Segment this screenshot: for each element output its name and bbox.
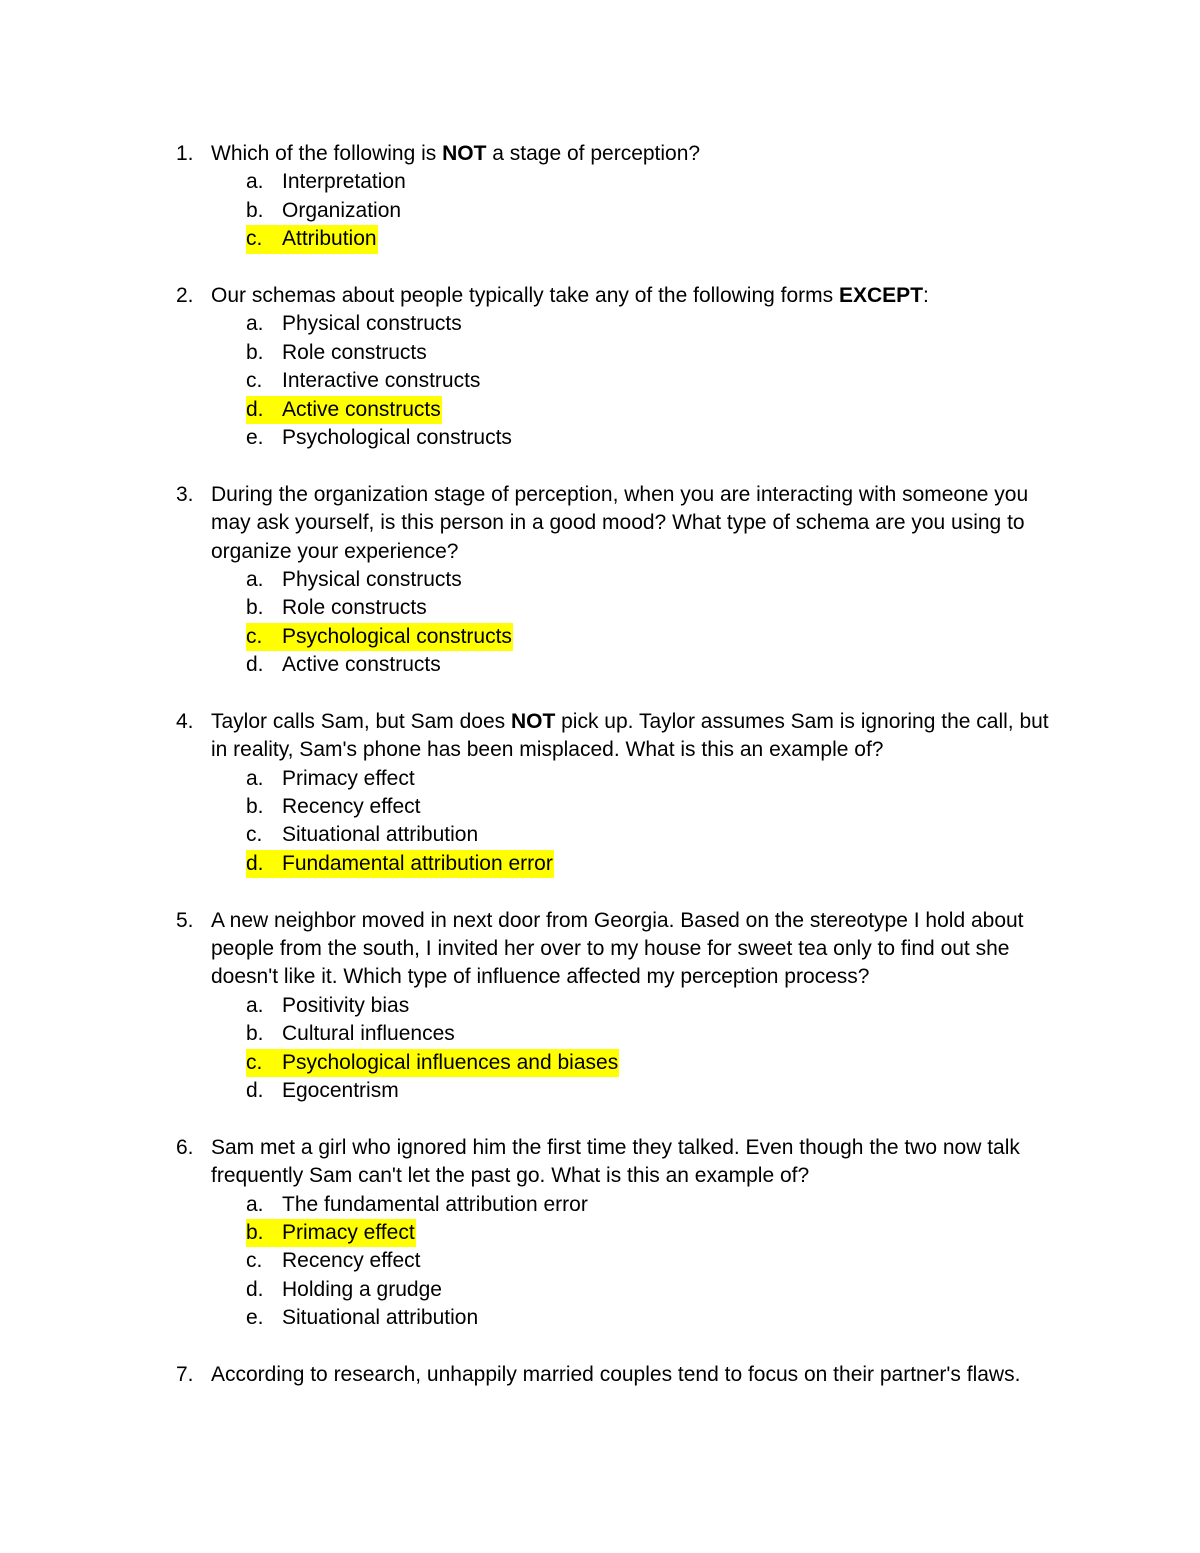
highlighted-answer [246,623,513,651]
option-text: Situational attribution [282,1306,479,1330]
answer [246,992,409,1020]
answer-option [0,1191,1200,1219]
option-text: Physical constructs [282,567,462,591]
highlighted-answer [246,225,378,253]
question-number: 1. [176,142,194,165]
question-text-part: Sam met a girl who ignored him the first time they talked. Even though the two now talk frequently Sam can't let the past go. What is this an example of? [211,1135,1020,1188]
question-number: 6. [176,1135,194,1159]
option-letter: b. [246,1022,264,1046]
question-emphasis: NOT [510,709,556,733]
answer [246,1191,588,1219]
question-text-part: Taylor calls Sam, but Sam does [211,709,511,733]
option-text: Fundamental attribution error [282,851,553,875]
answer-option [0,1077,1200,1105]
question-text [211,1134,1061,1191]
answer-option [0,765,1200,793]
question-2 [0,282,1200,452]
option-letter: b. [246,1221,264,1245]
option-text: Attribution [282,227,377,251]
answer-option [0,821,1200,849]
answer-option [0,594,1200,622]
answer-option-correct [0,623,1200,651]
question-text [211,708,1061,765]
option-letter: c. [246,624,263,648]
answer [246,1247,421,1275]
answer [246,424,512,452]
answer [246,1020,455,1048]
quiz-question-list [0,140,1200,1418]
option-text: Role constructs [282,596,427,620]
question-5 [0,907,1200,1106]
question-text-part: a stage of perception? [486,142,701,165]
option-text: Positivity bias [282,993,410,1017]
option-letter: d. [246,653,264,677]
option-letter: a. [246,993,264,1017]
question-text [211,140,1061,168]
option-letter: a. [246,567,264,591]
answer [246,197,401,225]
answer [246,1304,478,1332]
option-text: Psychological constructs [282,624,512,648]
answer [246,1276,442,1304]
answer-options [0,566,1200,680]
question-3 [0,481,1200,680]
answer [246,339,427,367]
option-letter: e. [246,1306,264,1330]
answer-option [0,168,1200,196]
answer-option [0,424,1200,452]
option-text: Role constructs [282,340,427,364]
option-letter: a. [246,766,264,790]
option-text: Primacy effect [282,766,415,790]
option-text: Physical constructs [282,312,462,336]
option-letter: b. [246,596,264,620]
answer-options [0,310,1200,452]
option-text: Primacy effect [282,1221,415,1245]
option-letter: d. [246,1277,264,1301]
option-letter: b. [246,795,264,819]
answer [246,367,480,395]
question-text [211,481,1061,566]
question-text-part: According to research, unhappily married couples tend to focus on their partner's flaws. [211,1362,1021,1386]
answer [246,793,421,821]
option-text: Recency effect [282,1249,421,1273]
answer-option [0,793,1200,821]
answer-option [0,1276,1200,1304]
question-emphasis: EXCEPT [839,283,924,307]
option-text: Active constructs [282,653,441,677]
highlighted-answer [246,1049,619,1077]
option-text: Recency effect [282,795,421,819]
question-4 [0,708,1200,878]
option-text: Cultural influences [282,1022,455,1046]
answer-option [0,651,1200,679]
answer-options [0,765,1200,879]
question-text [211,907,1061,992]
option-letter: a. [246,170,264,194]
option-text: Egocentrism [282,1079,399,1103]
answer [246,1077,399,1105]
question-text [211,1361,1061,1389]
answer-options [0,1191,1200,1333]
highlighted-answer [246,1219,416,1247]
answer-option [0,367,1200,395]
question-text-part: pick up. Taylor assumes Sam is ignoring the call, but in reality, Sam's phone has been misplaced. What is this an example of? [211,709,1049,762]
option-text: Holding a grudge [282,1277,442,1301]
answer-option-correct [0,850,1200,878]
answer-option [0,197,1200,225]
option-text: Psychological constructs [282,425,512,449]
option-letter: c. [246,823,263,847]
question-text [211,282,1061,310]
option-letter: c. [246,1050,263,1074]
answer [246,765,415,793]
question-text-part: Which of the following is [211,142,443,165]
answer-options [0,168,1200,253]
question-text-part: During the organization stage of perception, when you are interacting with someone you may ask yourself, is this person in a good mood? What type of schema are you using to organize your experience? [211,482,1029,563]
option-text: Situational attribution [282,823,479,847]
option-letter: d. [246,397,264,421]
answer-option [0,1247,1200,1275]
option-text: Interactive constructs [282,369,481,393]
answer [246,594,427,622]
answer-option [0,1304,1200,1332]
option-letter: c. [246,227,263,251]
answer-option [0,992,1200,1020]
option-letter: a. [246,1192,264,1216]
answer-option [0,566,1200,594]
question-7 [0,1361,1200,1389]
answer-option [0,310,1200,338]
option-letter: c. [246,1249,263,1273]
question-number: 2. [176,283,194,307]
answer-option [0,339,1200,367]
answer [246,821,478,849]
option-text: Interpretation [282,170,406,194]
option-letter: b. [246,340,264,364]
question-text-part: A new neighbor moved in next door from Georgia. Based on the stereotype I hold about people from the south, I invited her over to my house for sweet tea only to find out she doesn't like it. Which type of influence affected my perception process? [211,908,1024,989]
question-number: 4. [176,709,194,733]
question-number: 7. [176,1362,194,1386]
option-text: Organization [282,198,402,222]
question-6 [0,1134,1200,1333]
option-letter: d. [246,851,264,875]
option-letter: a. [246,312,264,336]
question-text-part: Our schemas about people typically take any of the following forms [211,283,839,307]
question-emphasis: NOT [442,142,487,165]
answer-option-correct [0,396,1200,424]
option-letter: d. [246,1079,264,1103]
question-text-part: : [923,283,929,307]
question-number: 5. [176,908,194,932]
option-text: Active constructs [282,397,441,421]
answer-option [0,1020,1200,1048]
option-text: Psychological influences and biases [282,1050,619,1074]
answer-option-correct [0,225,1200,253]
answer-option-correct [0,1049,1200,1077]
answer-options [0,992,1200,1106]
highlighted-answer [246,850,554,878]
answer-option-correct [0,1219,1200,1247]
option-letter: c. [246,369,263,393]
answer [246,168,406,196]
answer [246,310,462,338]
answer [246,651,441,679]
question-number: 3. [176,482,194,506]
option-text: The fundamental attribution error [282,1192,588,1216]
highlighted-answer [246,396,442,424]
question-1 [0,140,1200,254]
option-letter: b. [246,198,264,222]
option-letter: e. [246,425,264,449]
answer [246,566,462,594]
